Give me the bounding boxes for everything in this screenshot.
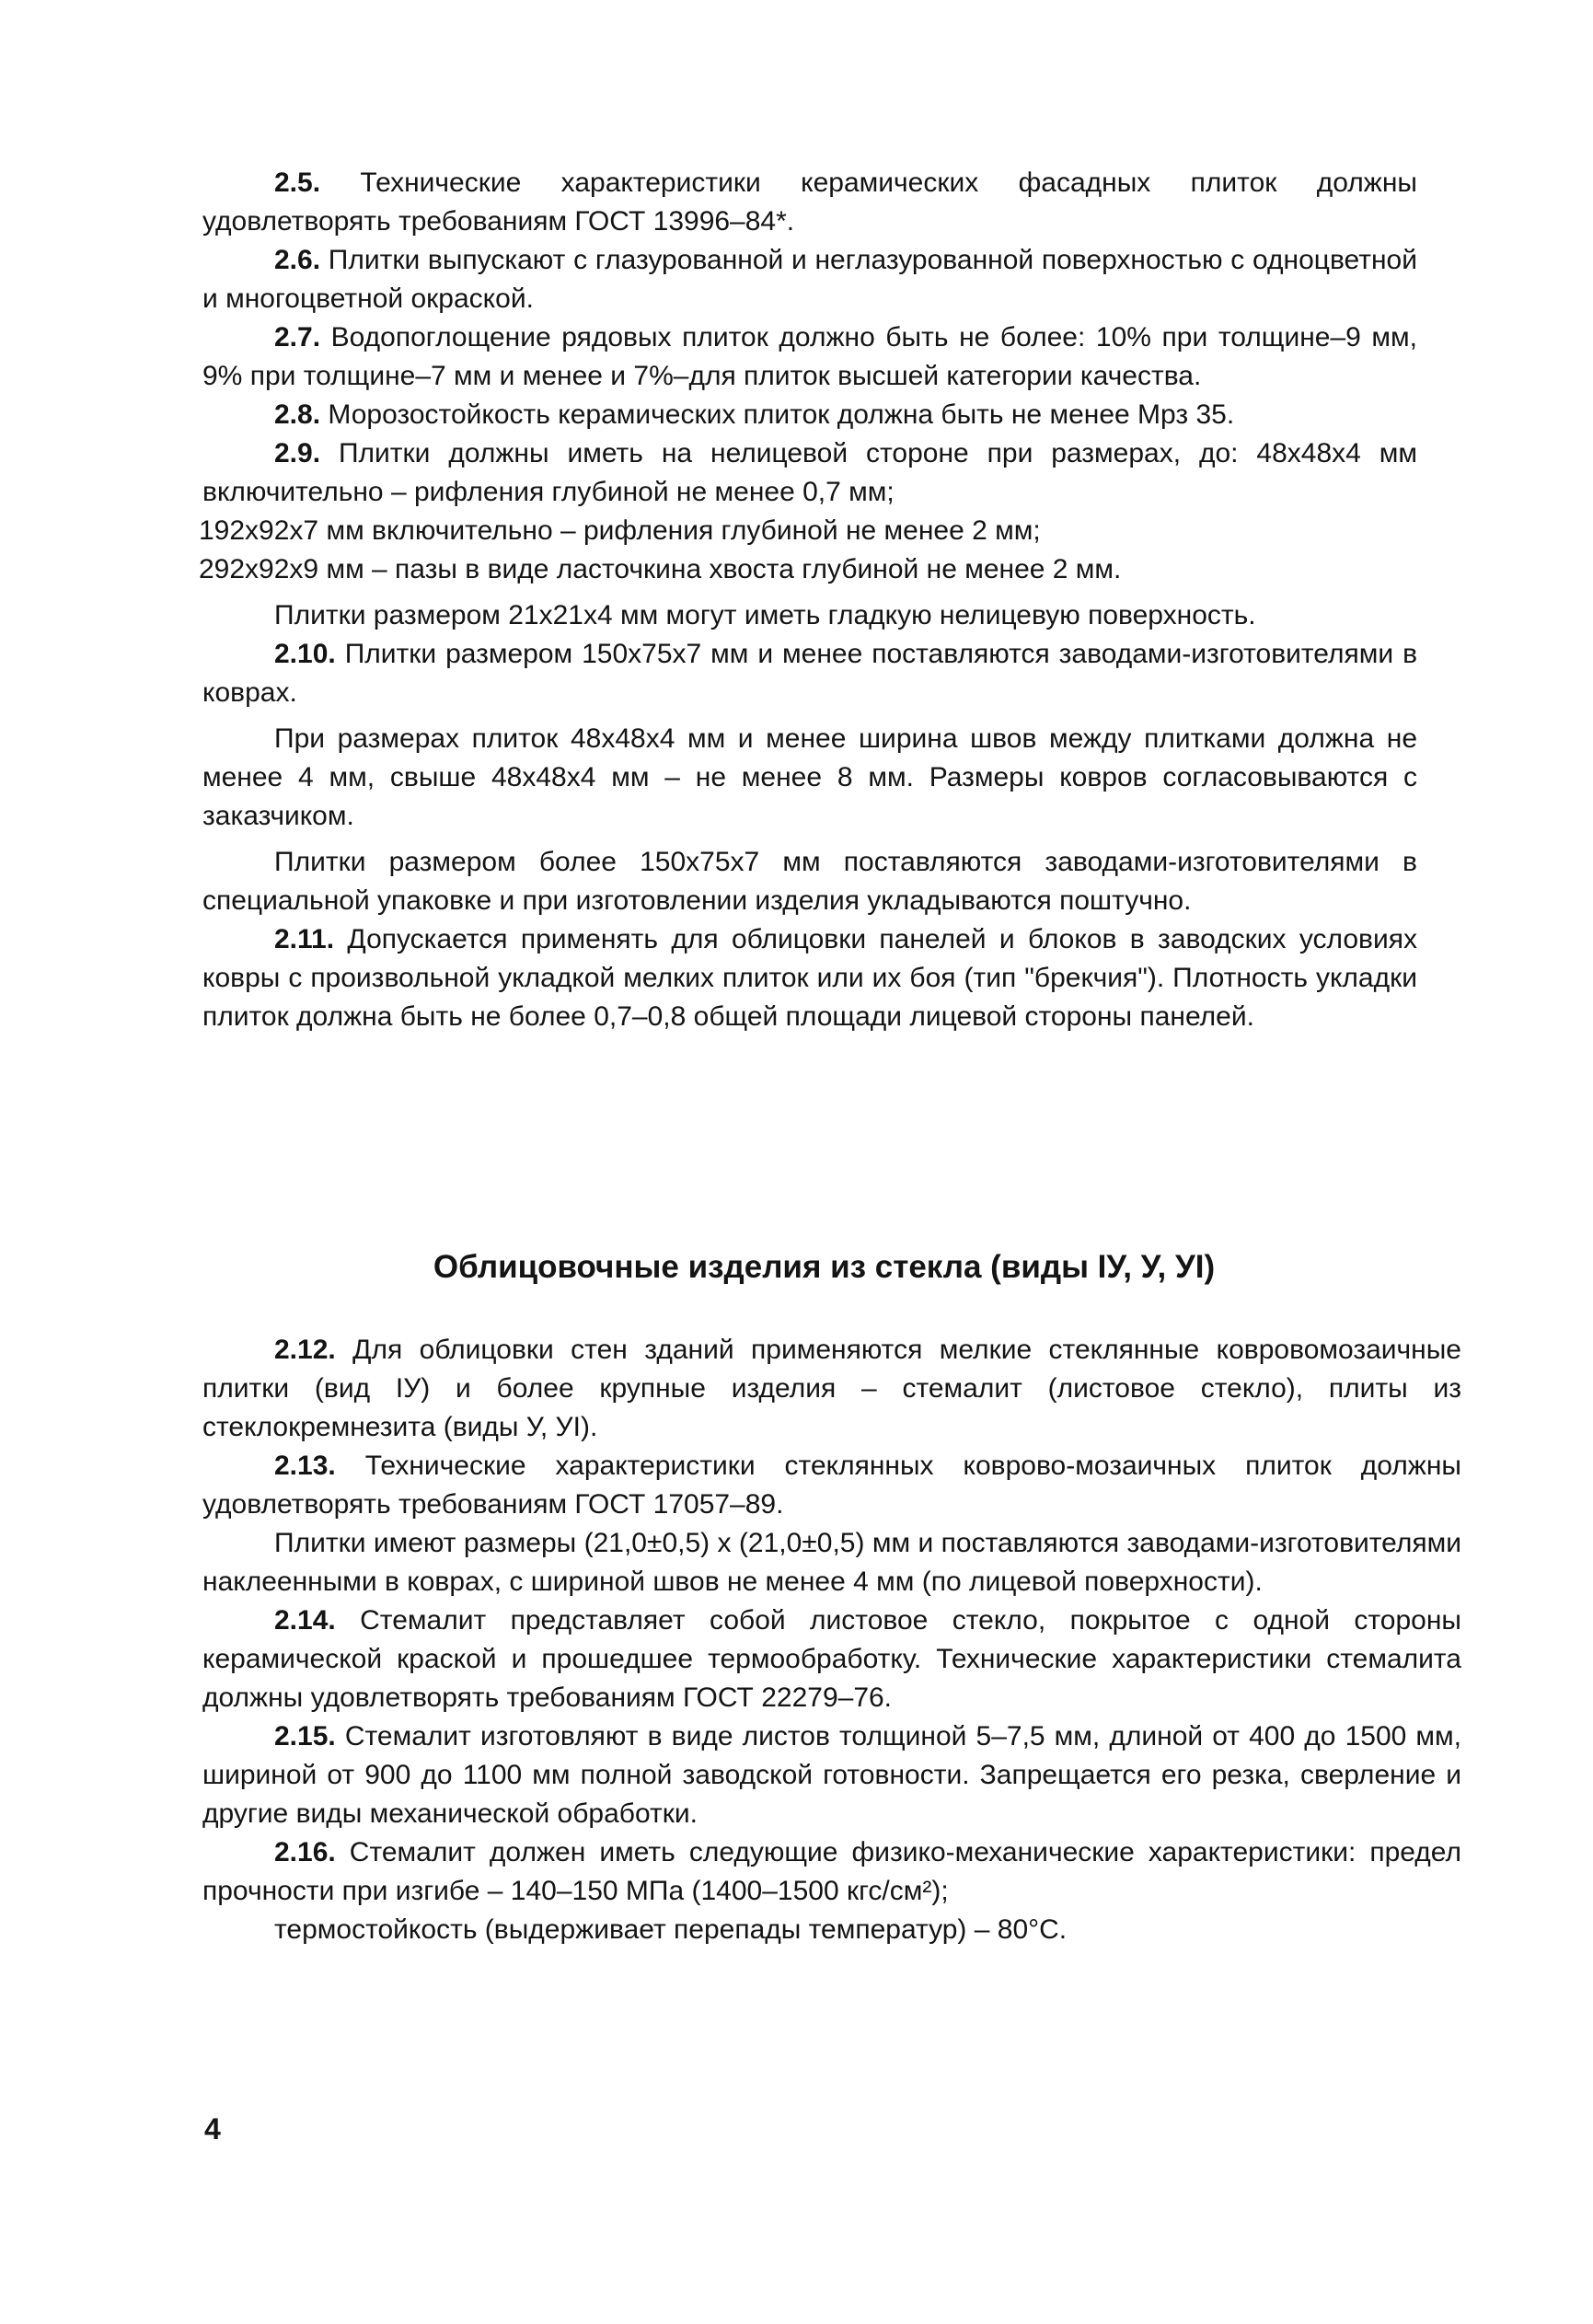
clause-number: 2.9. (274, 438, 321, 468)
paragraph-2-16 (202, 1833, 1461, 1911)
section-heading (0, 1247, 1593, 1288)
clause-text: Технические характеристики стеклянных коврово-мозаичных плиток должны удовлетворять требованиям ГОСТ 17057–89. (202, 1451, 1461, 1520)
clause-number: 2.15. (274, 1721, 336, 1752)
paragraph-2-10 (202, 635, 1417, 712)
clause-number: 2.13. (274, 1451, 336, 1481)
clause-number: 2.14. (274, 1605, 336, 1636)
clause-number: 2.11. (274, 924, 335, 954)
clause-text: Водопоглощение рядовых плиток должно быть не более: 10% при толщине–9 мм, 9% при толщине–7 мм и менее и 7%–для плиток высшей категории качества. (202, 322, 1417, 391)
paragraph-smooth-surface: Плитки размером 21х21х4 мм могут иметь гладкую нелицевую поверхность. (274, 600, 1256, 630)
clause-number: 2.7. (274, 322, 321, 353)
paragraph-2-14 (202, 1601, 1461, 1717)
paragraph-2-16-line-2: термостойкость (выдерживает перепады температур) – 80°С. (274, 1914, 1068, 1945)
clause-number: 2.5. (274, 168, 321, 198)
clause-text: Для облицовки стен зданий применяются мелкие стеклянные ковровомозаичные плитки (вид IУ) и более крупные изделия – стемалит (листовое стекло), плиты из стеклокремнезита (виды У, УI). (202, 1335, 1461, 1442)
paragraph-tile-dimensions: Плитки имеют размеры (21,0±0,5) х (21,0±0,5) мм и поставляются заводами-изготовителями наклеенными в коврах, с шириной швов не менее 4 мм (по лицевой поверхности). (202, 1528, 1461, 1597)
clause-number: 2.6. (274, 245, 321, 275)
paragraph-2-8 (202, 396, 1417, 434)
clause-number: 2.12. (274, 1335, 336, 1365)
clause-text: Плитки выпускают с глазурованной и неглазурованной поверхностью с одноцветной и многоцветной окраской. (202, 245, 1417, 314)
clause-text: Стемалит должен иметь следующие физико-механические характеристики: предел прочности при изгибе – 140–150 МПа (1400–1500 кгс/см²); (202, 1837, 1462, 1906)
paragraph-2-7 (202, 318, 1417, 396)
clause-text: Технические характеристики керамических фасадных плиток должны удовлетворять требованиям ГОСТ 13996–84*. (202, 168, 1417, 237)
paragraph-2-9 (202, 434, 1417, 512)
paragraph-2-5 (202, 164, 1417, 241)
page-number: 4 (204, 2112, 221, 2145)
clause-number: 2.10. (274, 639, 336, 669)
section-ceramic-tiles (199, 164, 1418, 1036)
paragraph-2-6 (202, 241, 1417, 318)
clause-text: Стемалит представляет собой листовое стекло, покрытое с одной стороны керамической краской и прошедшее термообработку. Технические характеристики стемалита должны удовлетворять требованиям ГОСТ 22279–76. (202, 1605, 1461, 1713)
paragraph-seams: При размерах плиток 48х48х4 мм и менее ширина швов между плитками должна не менее 4 мм, свыше 48х48х4 мм – не менее 8 мм. Размеры ковров согласовываются с заказчиком. (202, 723, 1417, 831)
paragraph-2-9-line-2: 192х92х7 мм включительно – рифления глубиной не менее 2 мм; (199, 515, 1041, 546)
paragraph-2-13 (202, 1447, 1461, 1524)
section-glass-products (202, 1331, 1461, 1949)
section-heading-text: Облицовочные изделия из стекла (виды IУ, У, УI) (433, 1249, 1216, 1285)
clause-text: Стемалит изготовляют в виде листов толщиной 5–7,5 мм, длиной от 400 до 1500 мм, шириной от 900 до 1100 мм полной заводской готовности. Запрещается его резка, сверление и другие виды механической обработки. (202, 1721, 1461, 1829)
clause-number: 2.8. (274, 399, 321, 430)
paragraph-2-11 (202, 920, 1417, 1036)
clause-number: 2.16. (274, 1837, 336, 1867)
clause-text: Плитки размером 150х75х7 мм и менее поставляются заводами-изготовителями в коврах. (202, 639, 1418, 708)
paragraph-2-9-line-3: 292х92х9 мм – пазы в виде ласточкина хвоста глубиной не менее 2 мм. (199, 554, 1122, 584)
paragraph-2-15 (202, 1717, 1461, 1833)
clause-text: Допускается применять для облицовки панелей и блоков в заводских условиях ковры с произвольной укладкой мелких плиток или их боя (тип "брекчия"). Плотность укладки плиток должна быть не более 0,7–0,8 общей площади лицевой стороны панелей. (202, 924, 1417, 1032)
clause-text: Плитки должны иметь на нелицевой стороне при размерах, до: 48х48х4 мм включительно – рифления глубиной не менее 0,7 мм; (202, 438, 1417, 507)
paragraph-2-12 (202, 1331, 1461, 1447)
paragraph-large-tiles: Плитки размером более 150х75х7 мм поставляются заводами-изготовителями в специальной упаковке и при изготовлении изделия укладываются поштучно. (202, 847, 1417, 916)
clause-text: Морозостойкость керамических плиток должна быть не менее Мрз 35. (328, 399, 1235, 430)
